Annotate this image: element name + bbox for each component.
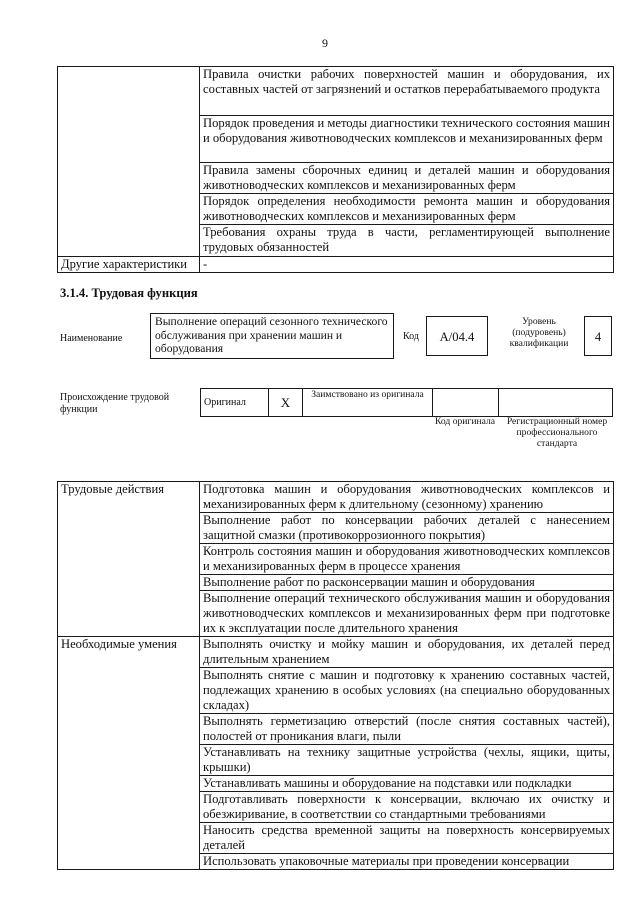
required-skill: Выполнять очистку и мойку машин и оборудования, их деталей перед длительным хранением — [200, 637, 614, 668]
original-mark: X — [269, 389, 303, 417]
other-characteristics-value: - — [200, 257, 614, 273]
code-caption: Код оригинала — [434, 416, 496, 427]
required-skill: Выполнять снятие с машин и подготовку к хранению составных частей, подлежащих хранению в особых условиях (на специально оборудованных складах) — [200, 668, 614, 714]
page-number: 9 — [322, 36, 328, 50]
empty-label-cell — [58, 67, 200, 257]
labor-action: Контроль состояния машин и оборудования животноводческих комплексов и механизированных ферм в процессе хранения — [200, 544, 614, 575]
code-value: А/04.4 — [439, 330, 475, 344]
knowledge-item: Требования охраны труда в части, регламентирующей выполнение трудовых обязанностей — [200, 225, 614, 257]
required-skills-label: Необходимые умения — [58, 637, 200, 870]
required-skill: Устанавливать на технику защитные устройства (чехлы, ящики, щиты, крышки) — [200, 745, 614, 776]
qualification-level-label: Уровень (подуровень) квалификации — [509, 316, 569, 349]
section-title: 3.1.4. Трудовая функция — [60, 286, 198, 300]
origin-table — [200, 388, 613, 417]
name-label: Наименование — [60, 333, 123, 344]
knowledge-item: Порядок определения необходимости ремонта машин и оборудования животноводческих комплексов и механизированных ферм — [200, 194, 614, 225]
required-skill: Подготавливать поверхности к консервации, включаю их очистку и обезжиривание, в соответствии со стандартными требованиями — [200, 792, 614, 823]
other-characteristics-label: Другие характеристики — [58, 257, 200, 273]
knowledge-table — [57, 66, 614, 273]
labor-action: Выполнение работ по расконсервации машин и оборудования — [200, 575, 614, 591]
level-box — [584, 316, 612, 356]
required-skill: Устанавливать машины и оборудование на подставки или подкладки — [200, 776, 614, 792]
function-name-value: Выполнение операций сезонного технического обслуживания при хранении машин и оборудования — [155, 315, 388, 355]
labor-action: Подготовка машин и оборудования животноводческих комплексов и механизированных ферм к длительному (сезонному) хранению — [200, 482, 614, 513]
borrowed-label: Заимствовано из оригинала — [303, 389, 433, 417]
required-skill: Наносить средства временной защиты на поверхность консервируемых деталей — [200, 823, 614, 854]
knowledge-item: Правила очистки рабочих поверхностей машин и оборудования, их составных частей от загрязнений и остатков перерабатываемого продукта — [200, 67, 614, 116]
labor-action: Выполнение операций технического обслуживания машин и оборудования животноводческих комплексов и механизированных ферм при подготовке их к эксплуатации после длительного хранения — [200, 591, 614, 637]
knowledge-item: Правила замены сборочных единиц и деталей машин и оборудования животноводческих комплексов и механизированных ферм — [200, 163, 614, 194]
level-value: 4 — [594, 330, 602, 344]
labor-action: Выполнение работ по консервации рабочих деталей с нанесением защитной смазки (противокоррозионного покрытия) — [200, 513, 614, 544]
required-skill: Выполнять герметизацию отверстий (после снятия составных частей), полостей от проникания влаги, пыли — [200, 714, 614, 745]
origin-code-cell — [433, 389, 499, 417]
labor-function-table — [57, 481, 614, 870]
code-label: Код — [403, 331, 419, 342]
reg-number-caption: Регистрационный номер профессионального стандарта — [506, 416, 608, 449]
labor-actions-label: Трудовые действия — [58, 482, 200, 637]
function-name-box — [150, 313, 394, 359]
code-box — [426, 316, 488, 356]
origin-label: Происхождение трудовой функции — [60, 392, 170, 415]
origin-reg-cell — [499, 389, 613, 417]
required-skill: Использовать упаковочные материалы при проведении консервации — [200, 854, 614, 870]
original-label: Оригинал — [201, 389, 269, 417]
knowledge-item: Порядок проведения и методы диагностики технического состояния машин и оборудования животноводческих комплексов и механизированных ферм — [200, 116, 614, 163]
